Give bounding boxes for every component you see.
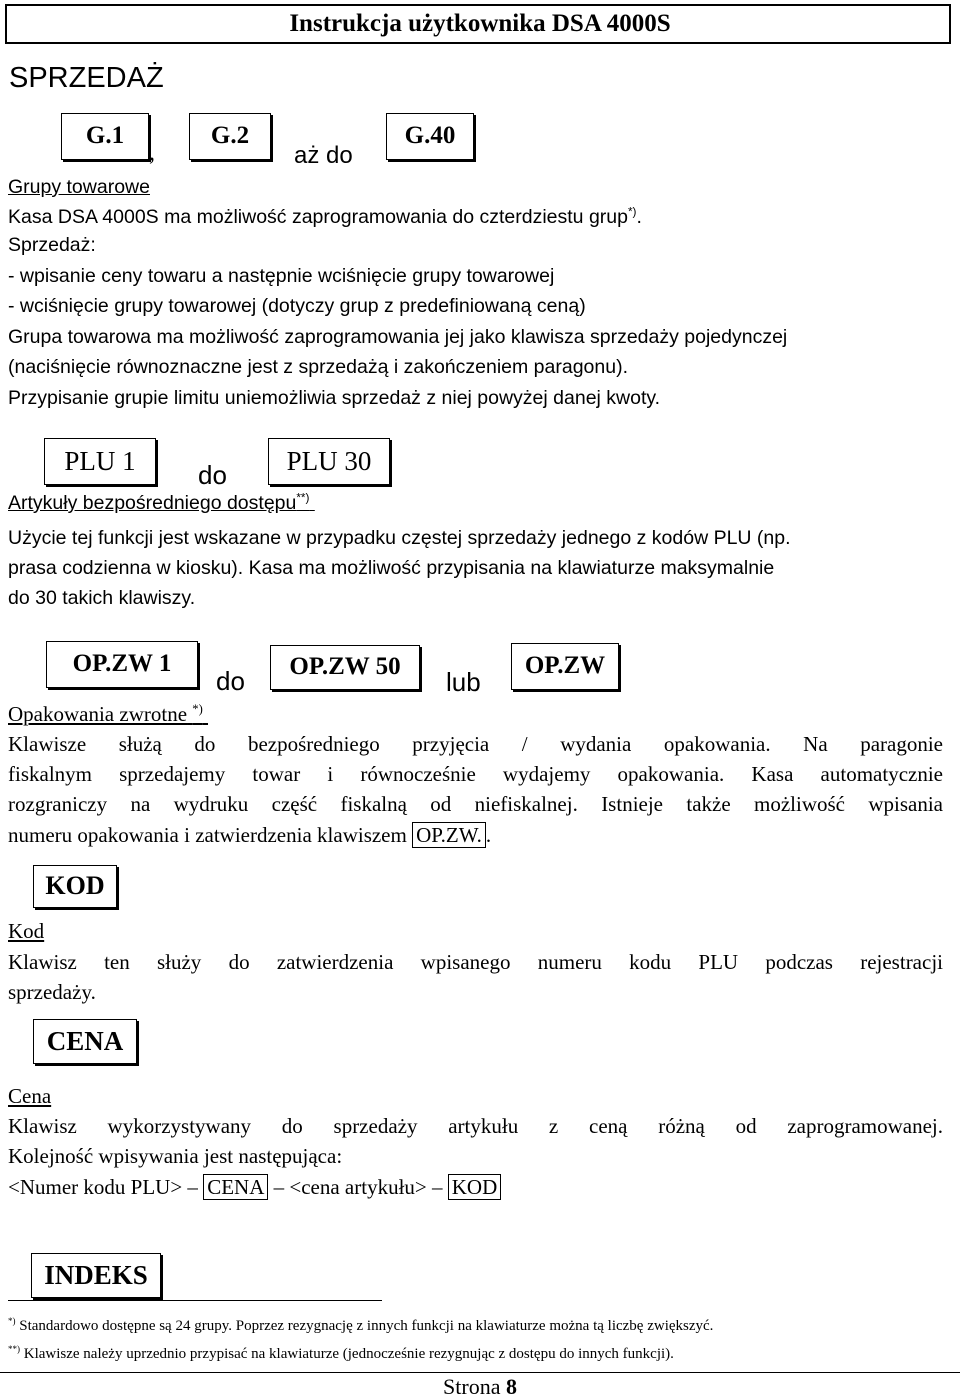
key-plu-30: PLU 30	[268, 438, 390, 485]
cena-sequence: <Numer kodu PLU> – CENA – <cena artykułu> – KOD	[8, 1174, 501, 1200]
key-opzw: OP.ZW	[511, 643, 619, 690]
connector-do-plu: do	[198, 460, 227, 490]
sprzedaz-line-7: Przypisanie grupie limitu uniemożliwia sprzedaż z niej powyżej danej kwoty.	[8, 387, 661, 409]
section-heading-sprzedaz: SPRZEDAŻ	[9, 62, 164, 94]
kod-line-2: sprzedaży.	[8, 980, 96, 1004]
key-g40: G.40	[386, 113, 474, 160]
sprzedaz-line-4: - wciśnięcie grupy towarowej (dotyczy grup z predefiniowaną ceną)	[8, 295, 586, 317]
key-opzw-50: OP.ZW 50	[270, 645, 420, 690]
footnote-divider	[8, 1300, 382, 1301]
key-g2: G.2	[189, 113, 271, 160]
subheading-grupy-towarowe: Grupy towarowe	[8, 176, 150, 198]
sprzedaz-line-1: Kasa DSA 4000S ma możliwość zaprogramowania do czterdziestu grup*).	[8, 205, 642, 228]
connector-lub: lub	[446, 667, 481, 697]
subheading-opakowania: Opakowania zwrotne *)	[8, 702, 203, 726]
footnote-2: **) Klawisze należy uprzednio przypisać na klawiaturze (jednocześnie rezygnując z dostępu do innych funkcji).	[8, 1344, 674, 1362]
sprzedaz-line-5: Grupa towarowa ma możliwość zaprogramowania jej jako klawisza sprzedaży pojedynczej	[8, 326, 788, 348]
connector-az-do: aż do	[294, 142, 353, 169]
kod-line-1: Klawisz ten służy do zatwierdzenia wpisanego numeru kodu PLU podczas rejestracji	[8, 950, 943, 974]
key-cena: CENA	[33, 1019, 137, 1064]
inline-key-cena: CENA	[203, 1174, 268, 1200]
sprzedaz-line-6: (naciśnięcie równoznaczne jest z sprzedażą i zakończeniem paragonu).	[8, 356, 628, 378]
connector-do-opzw: do	[216, 666, 245, 696]
key-kod: KOD	[33, 865, 117, 908]
key-opzw-1: OP.ZW 1	[46, 641, 198, 688]
opzw-line-2: fiskalnym sprzedajemy towar i równocześnie wydajemy opakowania. Kasa automatycznie	[8, 762, 943, 786]
subheading-artykuly: Artykuły bezpośredniego dostępu**)	[8, 491, 310, 514]
key-g1: G.1	[61, 113, 149, 160]
plu-line-3: do 30 takich klawiszy.	[8, 587, 196, 609]
cena-line-2: Kolejność wpisywania jest następująca:	[8, 1144, 343, 1168]
cena-line-1: Klawisz wykorzystywany do sprzedaży artykułu z ceną różną od zaprogramowanej.	[8, 1114, 943, 1138]
key-plu-1: PLU 1	[44, 438, 156, 485]
plu-line-1: Użycie tej funkcji jest wskazane w przypadku częstej sprzedaży jednego z kodów PLU (np.	[8, 527, 791, 549]
opzw-line-3: rozgraniczy na wydruku część fiskalną od niefiskalnej. Istnieje także możliwość wpisania	[8, 792, 943, 816]
page-number: Strona 8	[443, 1374, 517, 1399]
footnote-1: *) Standardowo dostępne są 24 grupy. Poprzez rezygnację z innych funkcji na klawiaturze można tą liczbę zwiększyć.	[8, 1316, 714, 1334]
opzw-line-4: numeru opakowania i zatwierdzenia klawiszem OP.ZW. .	[8, 823, 492, 847]
opzw-line-1: Klawisze służą do bezpośredniego przyjęcia / wydania opakowania. Na paragonie	[8, 732, 943, 756]
plu-line-2: prasa codzienna w kiosku). Kasa ma możliwość przypisania na klawiaturze maksymalnie	[8, 557, 775, 579]
inline-key-opzw: OP.ZW.	[412, 822, 486, 848]
subheading-kod: Kod	[8, 919, 45, 943]
header-title: Instrukcja użytkownika DSA 4000S	[289, 10, 671, 37]
inline-key-kod: KOD	[448, 1174, 502, 1200]
sprzedaz-line-2: Sprzedaż:	[8, 234, 96, 256]
header-box	[5, 4, 951, 44]
subheading-cena: Cena	[8, 1084, 52, 1108]
page-footer-rule	[0, 1372, 960, 1373]
key-indeks: INDEKS	[31, 1253, 161, 1298]
comma-separator: ,	[149, 140, 155, 166]
sprzedaz-line-3: - wpisanie ceny towaru a następnie wciśnięcie grupy towarowej	[8, 265, 555, 287]
